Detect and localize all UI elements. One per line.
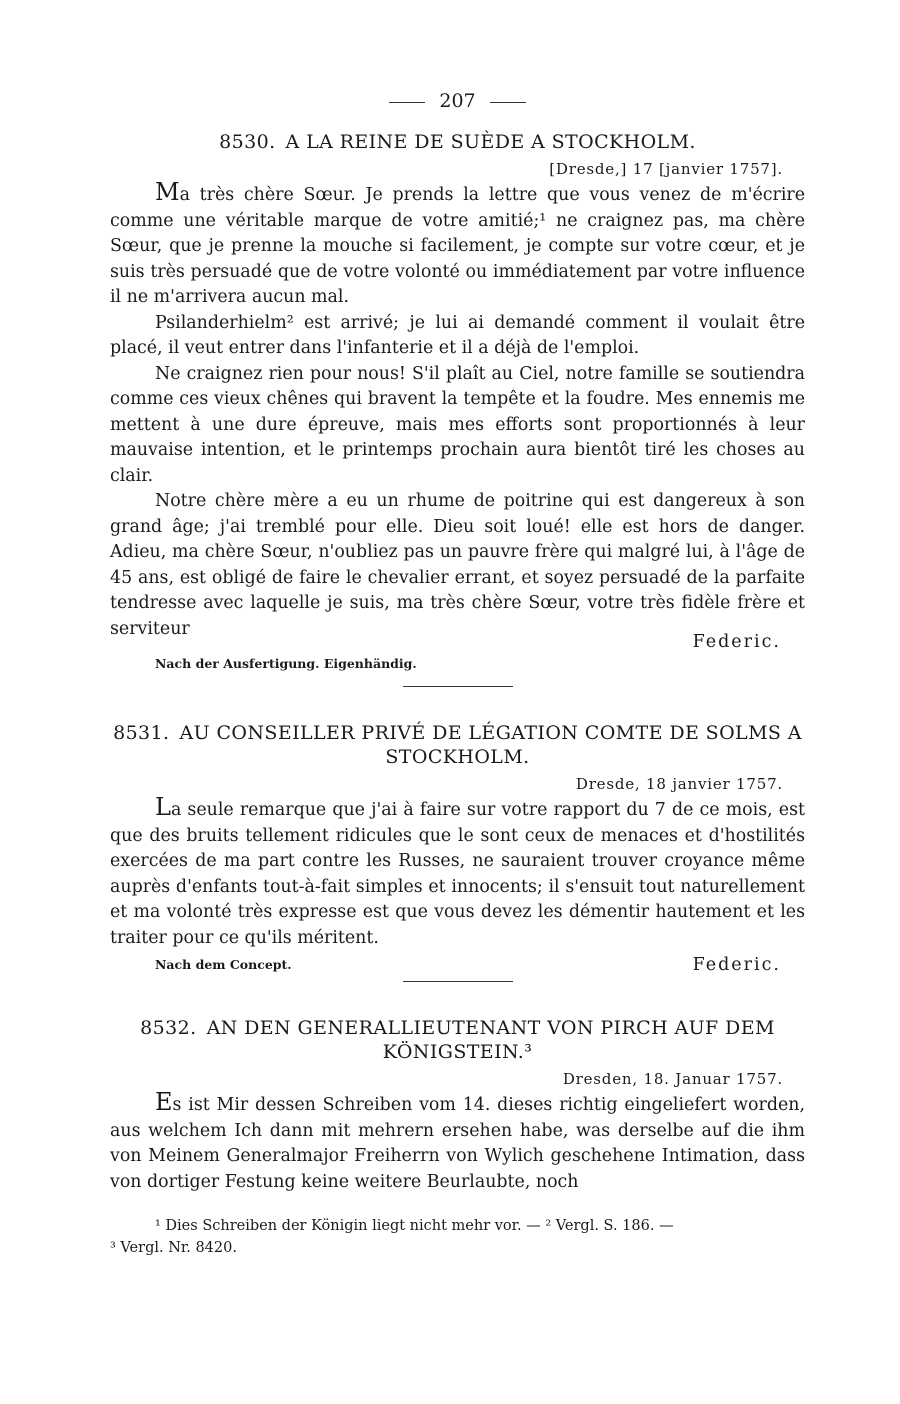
paragraph	[110, 1090, 805, 1195]
letter-heading	[110, 1016, 805, 1064]
paragraph	[110, 311, 805, 362]
signature: Federic.	[692, 955, 781, 975]
letter-dateline: Dresden, 18. Januar 1757.	[562, 1070, 783, 1088]
letter-number: 8530.	[219, 131, 276, 153]
paragraph-text: s ist Mir dessen Schreiben vom 14. dieses richtig eingeliefert worden, aus welchem Ich dann mit mehrern ersehen habe, was derselbe auf die ihm von Meinem Generalmajor Freiherrn von Wylich geschehene Intimation, dass von dortiger Festung keine weitere Beurlaubte, noch	[110, 1095, 805, 1192]
signature: Federic.	[692, 632, 781, 652]
signoff-row	[110, 632, 805, 678]
drop-cap: M	[155, 178, 180, 206]
letter-body	[110, 180, 805, 642]
paragraph-text: Notre chère mère a eu un rhume de poitrine qui est dangereux à son grand âge; j'ai tremblé pour elle. Dieu soit loué! elle est hors de danger. Adieu, ma chère Sœur, n'oubliez pas un pauvre frère qui malgré lui, à l'âge de 45 ans, est obligé de faire le chevalier errant, et soyez persuadé de la parfaite tendresse avec laquelle je suis, ma très chère Sœur, votre très fidèle frère et serviteur	[110, 491, 805, 639]
signoff-row	[110, 955, 805, 979]
section-divider	[403, 981, 513, 982]
dash-right	[490, 102, 526, 103]
paragraph-text: a très chère Sœur. Je prends la lettre que vous venez de m'écrire comme une véritable marque de votre amitié;¹ ne craignez pas, ma chère Sœur, que je prenne la mouche si facilement, je compte sur votre cœur, et je suis très persuadé que de votre volonté ou immédiatement par votre influence il ne m'arrivera aucun mal.	[110, 185, 805, 307]
page-number	[110, 90, 805, 112]
page-number-text: 207	[439, 90, 476, 112]
letter-dateline: [Dresde,] 17 [janvier 1757].	[549, 160, 783, 178]
dash-left	[389, 102, 425, 103]
drop-cap: L	[155, 793, 171, 821]
letter-title: A LA REINE DE SUÈDE A STOCKHOLM.	[285, 131, 696, 153]
paragraph	[110, 180, 805, 311]
paragraph	[110, 795, 805, 951]
letter-8531	[110, 721, 805, 979]
letter-heading	[110, 721, 805, 769]
footnote-line: ¹ Dies Schreiben der Königin liegt nicht mehr vor. — ² Vergl. S. 186. —	[155, 1218, 674, 1234]
paragraph	[110, 489, 805, 642]
footnotes	[110, 1215, 805, 1259]
letter-title: AN DEN GENERALLIEUTENANT VON PIRCH AUF DEM KÖNIGSTEIN.³	[206, 1017, 775, 1063]
letter-body	[110, 1090, 805, 1195]
letter-title: AU CONSEILLER PRIVÉ DE LÉGATION COMTE DE SOLMS A STOCKHOLM.	[179, 722, 802, 768]
document-page	[110, 90, 805, 1259]
letter-number: 8532.	[140, 1017, 197, 1039]
letter-dateline: Dresde, 18 janvier 1757.	[575, 775, 783, 793]
paragraph-text: Ne craignez rien pour nous! S'il plaît au Ciel, notre famille se soutiendra comme ces vieux chênes qui bravent la tempête et la foudre. Mes ennemis me mettent à une dure épreuve, mais mes efforts sont proportionnés à leur mauvaise intention, et le printemps prochain aura bientôt tiré les choses au clair.	[110, 363, 805, 486]
source-note: Nach der Ausfertigung. Eigenhändig.	[155, 656, 417, 671]
paragraph	[110, 362, 805, 490]
drop-cap: E	[155, 1088, 173, 1116]
letter-body	[110, 795, 805, 951]
letter-number: 8531.	[113, 722, 170, 744]
section-divider	[403, 686, 513, 687]
letter-8532	[110, 1016, 805, 1195]
letter-8530	[110, 130, 805, 678]
paragraph-text: a seule remarque que j'ai à faire sur votre rapport du 7 de ce mois, est que des bruits tellement ridicules que le sont ceux de menaces et d'hostilités exercées de ma part contre les Russes, ne sauraient trouver croyance même auprès d'enfants tout-à-fait simples et innocents; il s'ensuit tout naturellement et ma volonté très expresse est que vous devez les démentir hautement et les traiter pour ce qu'ils méritent.	[110, 800, 805, 948]
source-note: Nach dem Concept.	[155, 957, 292, 972]
footnote-line: ³ Vergl. Nr. 8420.	[110, 1240, 237, 1256]
paragraph-text: Psilanderhielm² est arrivé; je lui ai demandé comment il voulait être placé, il veut entrer dans l'infanterie et il a déjà de l'emploi.	[110, 312, 805, 358]
letter-heading	[110, 130, 805, 154]
